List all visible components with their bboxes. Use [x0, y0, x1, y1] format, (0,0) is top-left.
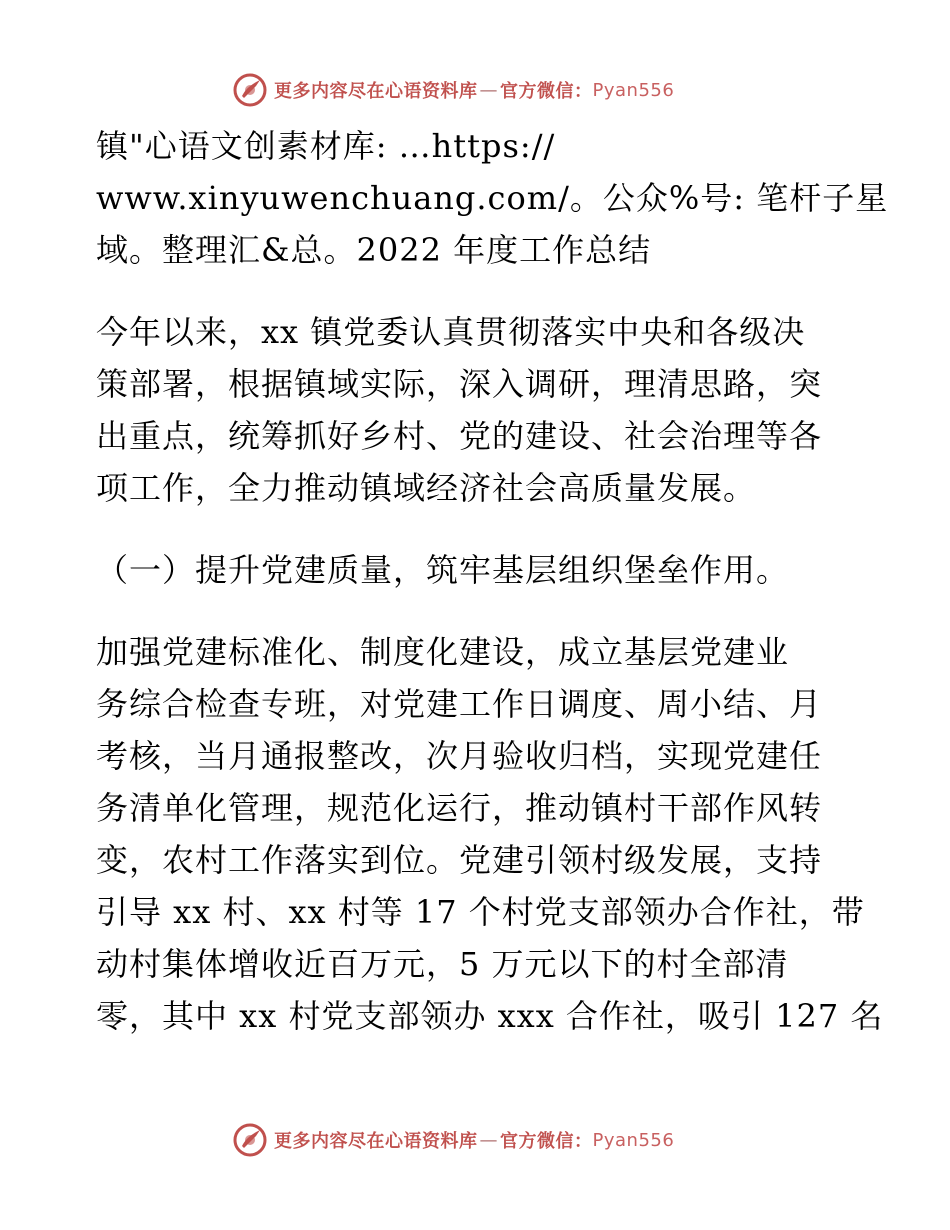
- text-line: 动村集体增收近百万元，5 万元以下的村全部清: [96, 945, 789, 983]
- paragraph-body: [96, 626, 884, 1042]
- paragraph-title: [96, 120, 889, 276]
- text-line: 考核，当月通报整改，次月验收归档，实现党建任: [96, 737, 823, 775]
- watermark-text: 更多内容尽在心语资料库: [274, 81, 478, 102]
- text-line: 加强党建标准化、制度化建设，成立基层党建业: [96, 633, 790, 671]
- text-line: www.xinyuwenchuang.com/。公众%号: 笔杆子星: [96, 179, 889, 217]
- brush-logo-icon: [232, 1122, 268, 1158]
- watermark-separator: —: [479, 79, 498, 101]
- header-watermark: [232, 70, 674, 110]
- text-line: 域。整理汇&总。2022 年度工作总结: [96, 231, 652, 269]
- text-line: 变，农村工作落实到位。党建引领村级发展，支持: [96, 841, 823, 879]
- watermark-suffix: 官方微信：: [500, 1131, 593, 1152]
- text-line: 零，其中 xx 村党支部领办 xxx 合作社，吸引 127 名: [96, 997, 884, 1035]
- section-heading: [96, 544, 856, 596]
- paragraph-intro: [96, 306, 856, 514]
- text-line: （一）提升党建质量，筑牢基层组织堡垒作用。: [96, 551, 790, 589]
- watermark-suffix: 官方微信：: [500, 81, 593, 102]
- text-line: 引导 xx 村、xx 村等 17 个村党支部领办合作社，带: [96, 893, 865, 931]
- watermark-text: 更多内容尽在心语资料库: [274, 1131, 478, 1152]
- text-line: 项工作，全力推动镇域经济社会高质量发展。: [96, 469, 757, 507]
- footer-watermark: [232, 1120, 674, 1160]
- text-line: 出重点，统筹抓好乡村、党的建设、社会治理等各: [96, 417, 823, 455]
- text-line: 务清单化管理，规范化运行，推动镇村干部作风转: [96, 789, 823, 827]
- watermark-separator: —: [479, 1129, 498, 1151]
- text-line: 镇"心语文创素材库: …https://: [96, 127, 556, 165]
- document-body: [96, 120, 889, 1042]
- brush-logo-icon: [232, 72, 268, 108]
- text-line: 务综合检查专班，对党建工作日调度、周小结、月: [96, 685, 823, 723]
- watermark-wechat-id: Pyan556: [592, 79, 675, 101]
- text-line: 策部署，根据镇域实际，深入调研，理清思路，突: [96, 365, 823, 403]
- watermark-wechat-id: Pyan556: [592, 1129, 675, 1151]
- text-line: 今年以来，xx 镇党委认真贯彻落实中央和各级决: [96, 313, 806, 351]
